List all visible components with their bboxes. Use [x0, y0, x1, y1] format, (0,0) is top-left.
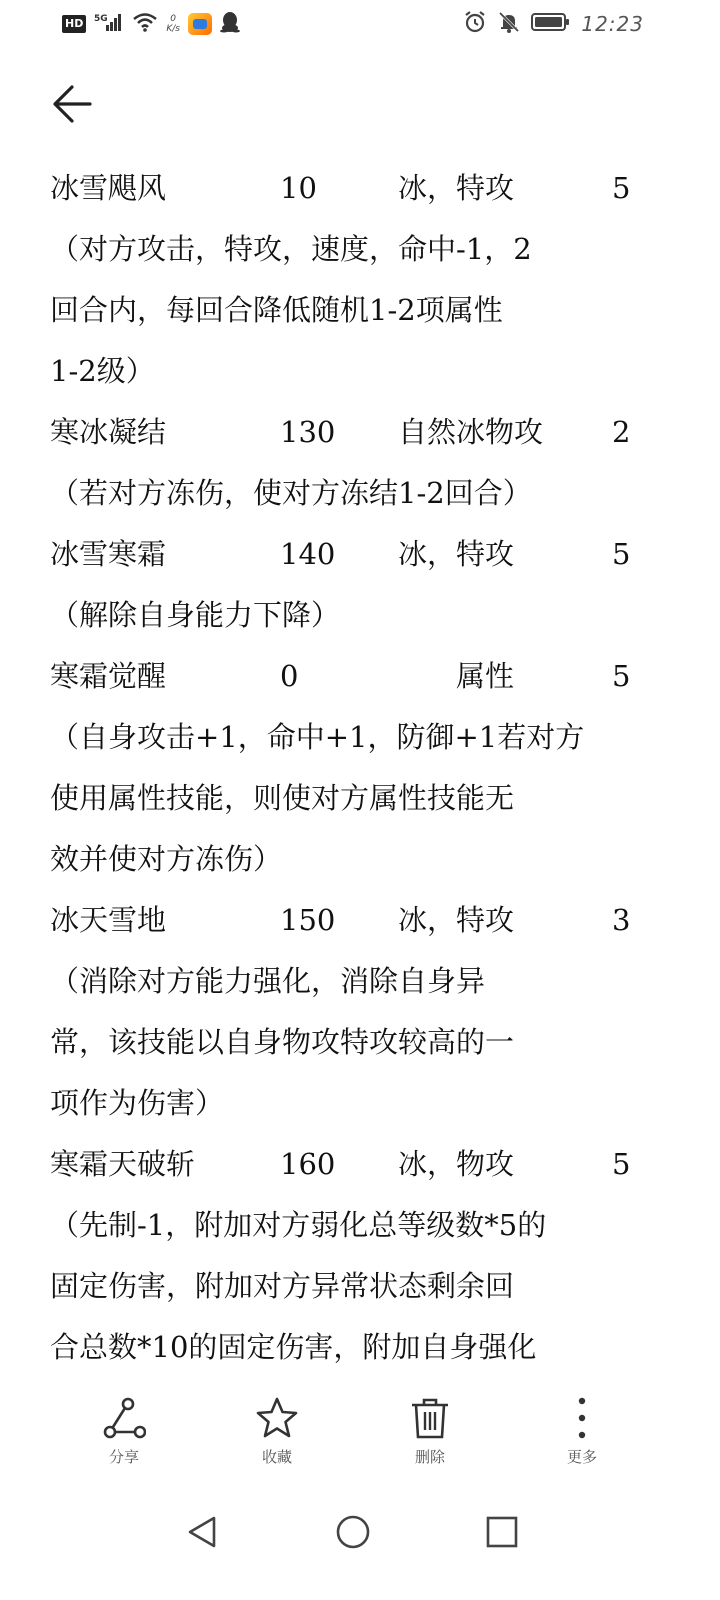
network-speed-value: 0	[170, 14, 177, 24]
delete-label: 删除	[414, 1448, 445, 1466]
skill-row	[50, 524, 670, 585]
skill-description-line: （自身攻击+1，命中+1，防御+1若对方	[50, 720, 585, 754]
skill-pp: 5	[612, 659, 631, 693]
wifi-icon	[132, 12, 158, 36]
network-type-label: 5G	[94, 14, 108, 24]
skill-power: 0	[280, 659, 299, 693]
network-speed	[166, 14, 180, 34]
skill-type: 冰，特攻	[398, 903, 515, 937]
skill-name: 冰雪寒霜	[50, 537, 167, 571]
status-right-group	[463, 10, 644, 38]
skill-row	[50, 646, 670, 707]
nav-home-button[interactable]	[331, 1510, 375, 1554]
trash-icon	[408, 1396, 452, 1440]
skill-type: 冰，物攻	[398, 1147, 515, 1181]
favorite-button[interactable]	[227, 1396, 327, 1467]
skill-description-line: （消除对方能力强化，消除自身异	[50, 964, 486, 998]
skill-power: 160	[280, 1147, 336, 1181]
skill-name: 冰天雪地	[50, 903, 167, 937]
system-nav-bar	[0, 1496, 720, 1566]
star-icon	[255, 1396, 299, 1440]
skill-type: 冰，特攻	[398, 537, 515, 571]
skill-description-line: 使用属性技能，则使对方属性技能无	[50, 781, 515, 815]
skill-description-line: 常，该技能以自身物攻特攻较高的一	[50, 1025, 515, 1059]
favorite-label: 收藏	[261, 1448, 292, 1466]
skill-type: 自然冰物攻	[398, 415, 544, 449]
nav-recents-button[interactable]	[480, 1510, 524, 1554]
nav-home-icon	[335, 1514, 371, 1550]
skill-power: 10	[280, 171, 317, 205]
nav-back-button[interactable]	[180, 1510, 224, 1554]
bottom-toolbar	[0, 1386, 720, 1486]
signal-icon	[94, 12, 124, 36]
note-content[interactable]	[50, 158, 670, 1376]
share-button[interactable]	[74, 1396, 174, 1467]
status-time: 12:23	[581, 12, 644, 36]
skill-description-line: （若对方冻伤，使对方冻结1-2回合）	[50, 476, 532, 510]
skill-row	[50, 402, 670, 463]
skill-description-line: 合总数*10的固定伤害，附加自身强化	[50, 1330, 537, 1364]
skill-power: 130	[280, 415, 336, 449]
mute-icon	[497, 10, 521, 38]
skill-row	[50, 890, 670, 951]
skill-type: 属性	[398, 659, 515, 693]
skill-name: 冰雪飓风	[50, 171, 167, 205]
hd-icon: HD	[62, 15, 86, 33]
skill-description-line: （对方攻击，特攻，速度，命中-1，2	[50, 232, 532, 266]
alarm-icon	[463, 10, 487, 38]
skill-description-line: 固定伤害，附加对方异常状态剩余回	[50, 1269, 515, 1303]
delete-button[interactable]	[380, 1396, 480, 1467]
arrow-left-icon	[50, 82, 94, 126]
skill-power: 150	[280, 903, 336, 937]
skill-type: 冰，特攻	[398, 171, 515, 205]
skill-pp: 5	[612, 171, 631, 205]
skill-pp: 5	[612, 1147, 631, 1181]
skill-power: 140	[280, 537, 336, 571]
skill-description-line: 效并使对方冻伤）	[50, 842, 283, 876]
qq-icon	[220, 11, 240, 37]
more-vertical-icon	[560, 1396, 604, 1440]
skill-description-line: 回合内，每回合降低随机1-2项属性	[50, 293, 503, 327]
share-label: 分享	[108, 1448, 139, 1466]
skill-description-line: 项作为伤害）	[50, 1086, 225, 1120]
skill-description-line: 1-2级）	[50, 354, 155, 388]
more-label: 更多	[566, 1448, 597, 1466]
skill-description-line: （先制-1，附加对方弱化总等级数*5的	[50, 1208, 547, 1242]
skill-name: 寒霜天破斩	[50, 1147, 196, 1181]
skill-name: 寒霜觉醒	[50, 659, 167, 693]
battery-icon	[531, 11, 571, 37]
nav-recents-icon	[484, 1514, 520, 1550]
back-button[interactable]	[44, 76, 100, 132]
skill-name: 寒冰凝结	[50, 415, 167, 449]
skill-pp: 2	[612, 415, 631, 449]
skill-row	[50, 158, 670, 219]
skill-pp: 5	[612, 537, 631, 571]
nav-back-icon	[184, 1514, 220, 1550]
status-left-group	[62, 10, 240, 38]
share-icon	[102, 1396, 146, 1440]
skill-description-line: （解除自身能力下降）	[50, 598, 341, 632]
more-button[interactable]	[532, 1396, 632, 1467]
network-speed-unit: K/s	[166, 24, 180, 34]
app-game-icon	[188, 13, 212, 35]
status-bar	[0, 0, 720, 48]
skill-pp: 3	[612, 903, 631, 937]
skill-row	[50, 1134, 670, 1195]
